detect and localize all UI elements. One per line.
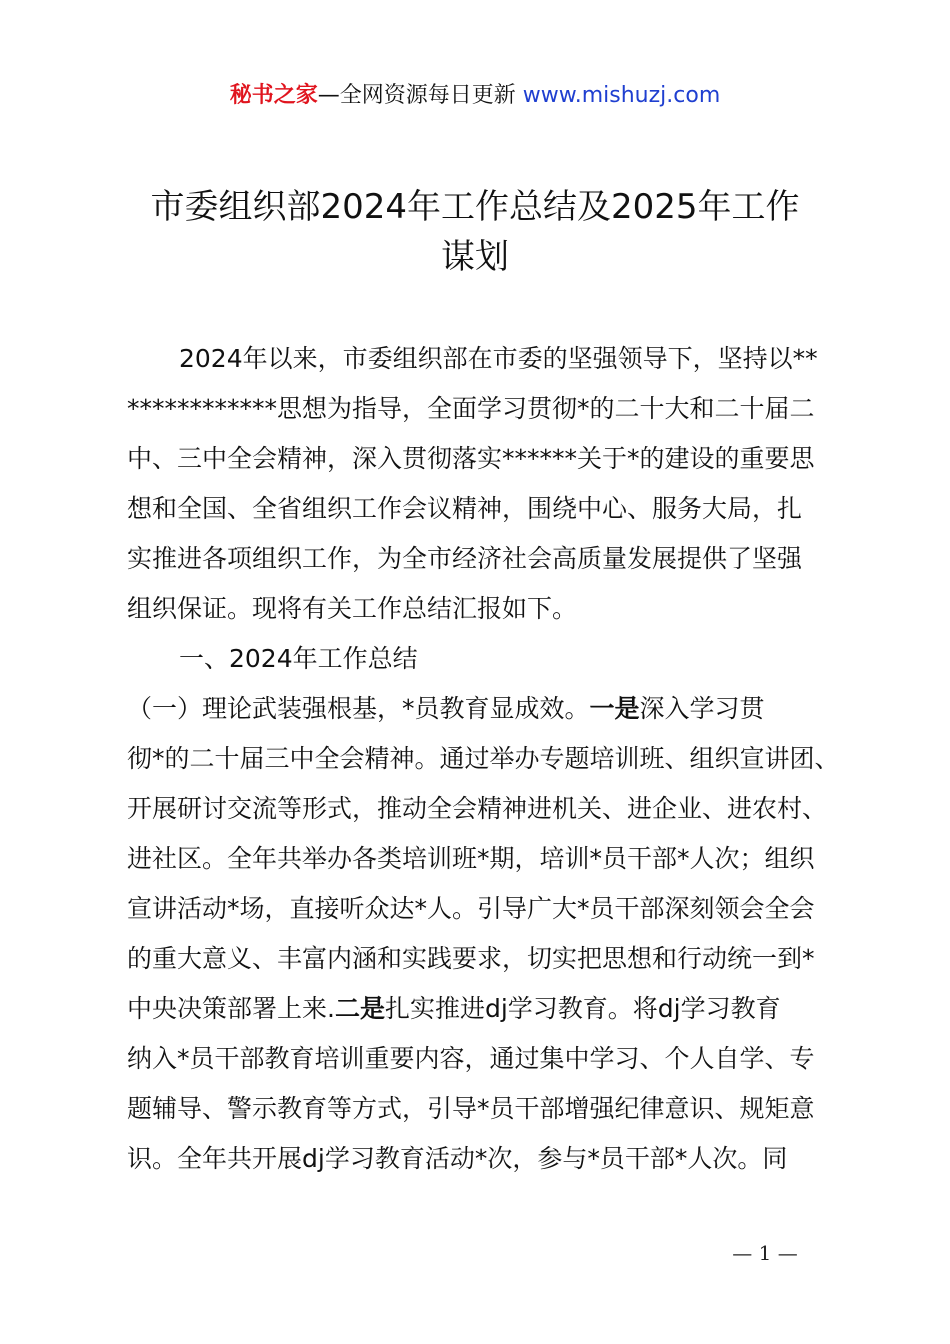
page-number: — 1 — (732, 1241, 798, 1265)
paragraph-2-subheading: （一）理论武装强根基，*员教育显成效。 (127, 694, 590, 723)
point-one-marker: 一是 (589, 694, 640, 723)
section-heading: 一、2024年工作总结 (179, 644, 418, 673)
document-title (120, 182, 830, 282)
site-slogan: —全网资源每日更新 (317, 83, 516, 108)
document-title-line-2: 谋划 (441, 237, 509, 277)
document-body (127, 334, 839, 1184)
paragraph-2-line (127, 684, 839, 734)
paragraph-1-line: 2024年以来，市委组织部在市委的坚强领导下，坚持以** (179, 344, 818, 373)
paragraph-2-line (127, 984, 839, 1034)
paragraph-1-line: 想和全国、全省组织工作会议精神，围绕中心、服务大局，扎 (127, 494, 803, 523)
paragraph-2-text: 深入学习贯 (639, 694, 765, 723)
site-header (0, 80, 950, 112)
document-title-line-1: 市委组织部2024年工作总结及2025年工作 (150, 187, 800, 227)
paragraph-2-text: 中央决策部署上来. (127, 994, 335, 1023)
paragraph-1-line: 组织保证。现将有关工作总结汇报如下。 (127, 594, 578, 623)
paragraph-2-line: 纳入*员干部教育培训重要内容，通过集中学习、个人自学、专 (127, 1044, 815, 1073)
site-url-link[interactable]: www.mishuzj.com (522, 83, 721, 108)
point-two-marker: 二是 (334, 994, 385, 1023)
paragraph-1-line: ************思想为指导，全面学习贯彻*的二十大和二十届二 (127, 394, 815, 423)
paragraph-2-line: 题辅导、警示教育等方式，引导*员干部增强纪律意识、规矩意 (127, 1094, 815, 1123)
paragraph-2-line: 进社区。全年共举办各类培训班*期，培训*员干部*人次；组织 (127, 844, 815, 873)
paragraph-2-line: 宣讲活动*场，直接听众达*人。引导广大*员干部深刻领会全会 (127, 894, 815, 923)
paragraph-2-line: 的重大意义、丰富内涵和实践要求，切实把思想和行动统一到* (127, 944, 815, 973)
paragraph-2-line: 识。全年共开展dj学习教育活动*次，参与*员干部*人次。同 (127, 1144, 788, 1173)
paragraph-2-line: 开展研讨交流等形式，推动全会精神进机关、进企业、进农村、 (127, 794, 828, 823)
site-name: 秘书之家 (229, 83, 318, 108)
paragraph-1-line: 中、三中全会精神，深入贯彻落实******关于*的建设的重要思 (127, 444, 815, 473)
paragraph-2-text: 扎实推进dj学习教育。将dj学习教育 (384, 994, 781, 1023)
paragraph-2-line: 彻*的二十届三中全会精神。通过举办专题培训班、组织宣讲团、 (127, 744, 840, 773)
paragraph-1-line: 实推进各项组织工作，为全市经济社会高质量发展提供了坚强 (127, 544, 803, 573)
